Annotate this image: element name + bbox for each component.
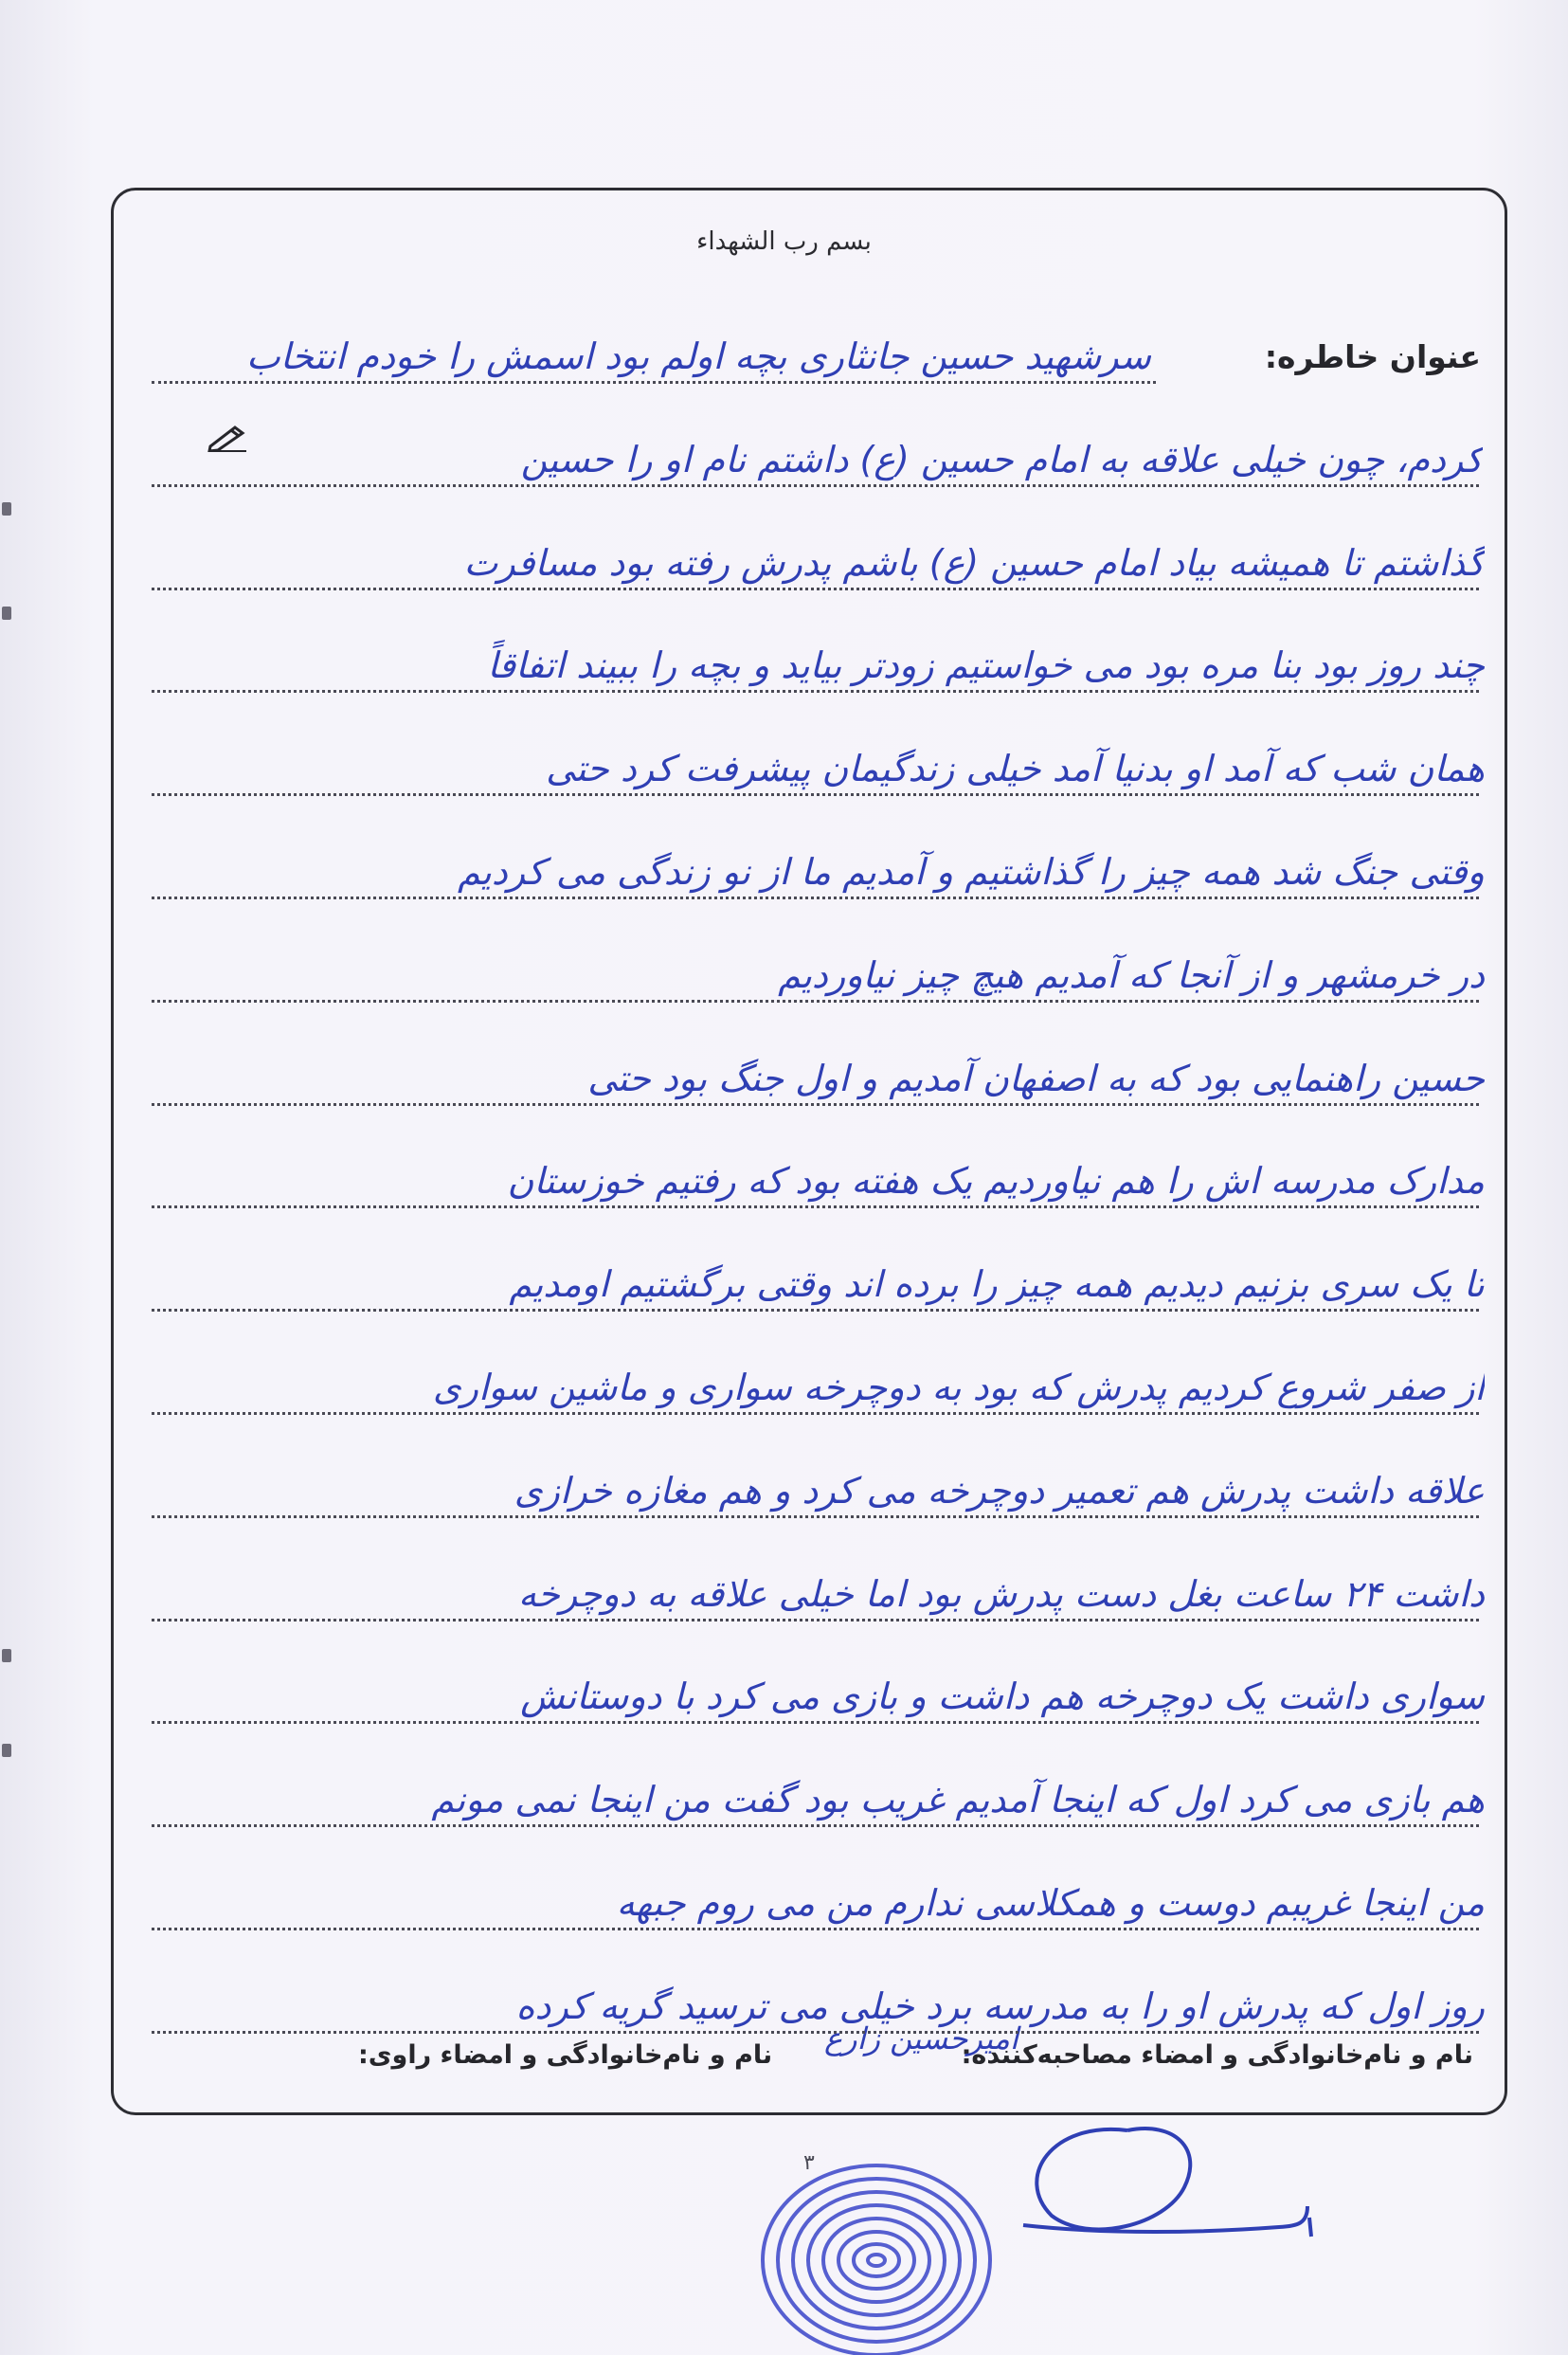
memoir-line: داشت ۲۴ ساعت بغل دست پدرش بود اما خیلی علاقه به دوچرخه [517, 1572, 1485, 1615]
binding-hole [2, 1649, 11, 1662]
memoir-line: در خرمشهر و از آنجا که آمدیم هیچ چیز نیاوردیم [778, 953, 1485, 996]
binding-hole [2, 502, 11, 516]
memoir-line: از صفر شروع کردیم پدرش که بود به دوچرخه سواری و ماشین سواری [432, 1367, 1485, 1408]
interviewer-label: نام و نام‌خانوادگی و امضاء مصاحبه‌کننده: [961, 2040, 1473, 2070]
memoir-line: چند روز بود بنا مره بود می خواستیم زودتر بیاید و بچه را ببیند اتفاقاً [487, 644, 1485, 687]
dotted-rule [152, 1412, 1479, 1415]
memoir-line: گذاشتم تا همیشه بیاد امام حسین (ع) باشم پدرش رفته بود مسافرت [463, 541, 1485, 584]
dotted-rule [152, 588, 1479, 590]
memoir-line: تا یک سری بزنیم دیدیم همه چیز را برده اند وقتی برگشتیم اومدیم [509, 1263, 1485, 1306]
memoir-line: علاقه داشت پدرش هم تعمیر دوچرخه می کرد و هم مغازه خرازی [514, 1469, 1485, 1512]
dotted-rule [152, 690, 1479, 693]
page-number: ۳ [803, 2151, 815, 2175]
dotted-rule [152, 1103, 1479, 1106]
dotted-rule [152, 1824, 1479, 1827]
dotted-rule [152, 1000, 1479, 1003]
binding-hole [2, 1744, 11, 1757]
memoir-line: همان شب که آمد او بدنیا آمد خیلی زندگیمان پیشرفت کرد حتی [546, 748, 1485, 790]
fingerprint-mark [739, 2128, 1014, 2355]
dotted-rule [152, 897, 1479, 899]
basmala-header: بسم رب الشهداء [696, 227, 872, 256]
interviewer-name: امیرحسین زارع [824, 2020, 1018, 2056]
memoir-line: وقتی جنگ شد همه چیز را گذاشتیم و آمدیم ما از نو زندگی می کردیم [457, 851, 1485, 893]
memoir-line: حسین راهنمایی بود که به اصفهان آمدیم و اول جنگ بود حتی [587, 1057, 1485, 1099]
dotted-rule [152, 1928, 1479, 1930]
signature-mark [995, 2111, 1345, 2254]
memoir-line: روز اول که پدرش او را به مدرسه برد خیلی می ترسید گریه کرده [515, 1984, 1485, 2027]
memoir-line: سرشهید حسین جانثاری بچه اولم بود اسمش را خودم انتخاب [245, 335, 1151, 377]
dotted-rule [152, 1205, 1479, 1208]
memoir-line: کردم، چون خیلی علاقه به امام حسین (ع) داشتم نام او را حسین [520, 438, 1483, 480]
dotted-rule [152, 1721, 1479, 1724]
pen-icon [207, 424, 248, 452]
dotted-rule [152, 484, 1479, 487]
binding-hole [2, 607, 11, 620]
dotted-rule [152, 1309, 1479, 1312]
memoir-line: هم بازی می کرد اول که اینجا آمدیم غریب بود گفت من اینجا نمی مونم [431, 1779, 1485, 1821]
memoir-line: مدارک مدرسه اش را هم نیاوردیم یک هفته بود که رفتیم خوزستان [507, 1160, 1485, 1203]
dotted-rule [152, 1619, 1479, 1621]
dotted-rule [152, 1515, 1479, 1518]
memoir-line: سواری داشت یک دوچرخه هم داشت و بازی می کرد با دوستانش [520, 1676, 1485, 1718]
title-label: عنوان خاطره: [1264, 338, 1481, 375]
dotted-rule [152, 793, 1479, 796]
dotted-rule [152, 381, 1156, 384]
dotted-rule [152, 2031, 1479, 2034]
memoir-line: من اینجا غریبم دوست و همکلاسی ندارم من می روم جبهه [616, 1882, 1485, 1924]
narrator-label: نام و نام‌خانوادگی و امضاء راوی: [358, 2040, 773, 2070]
